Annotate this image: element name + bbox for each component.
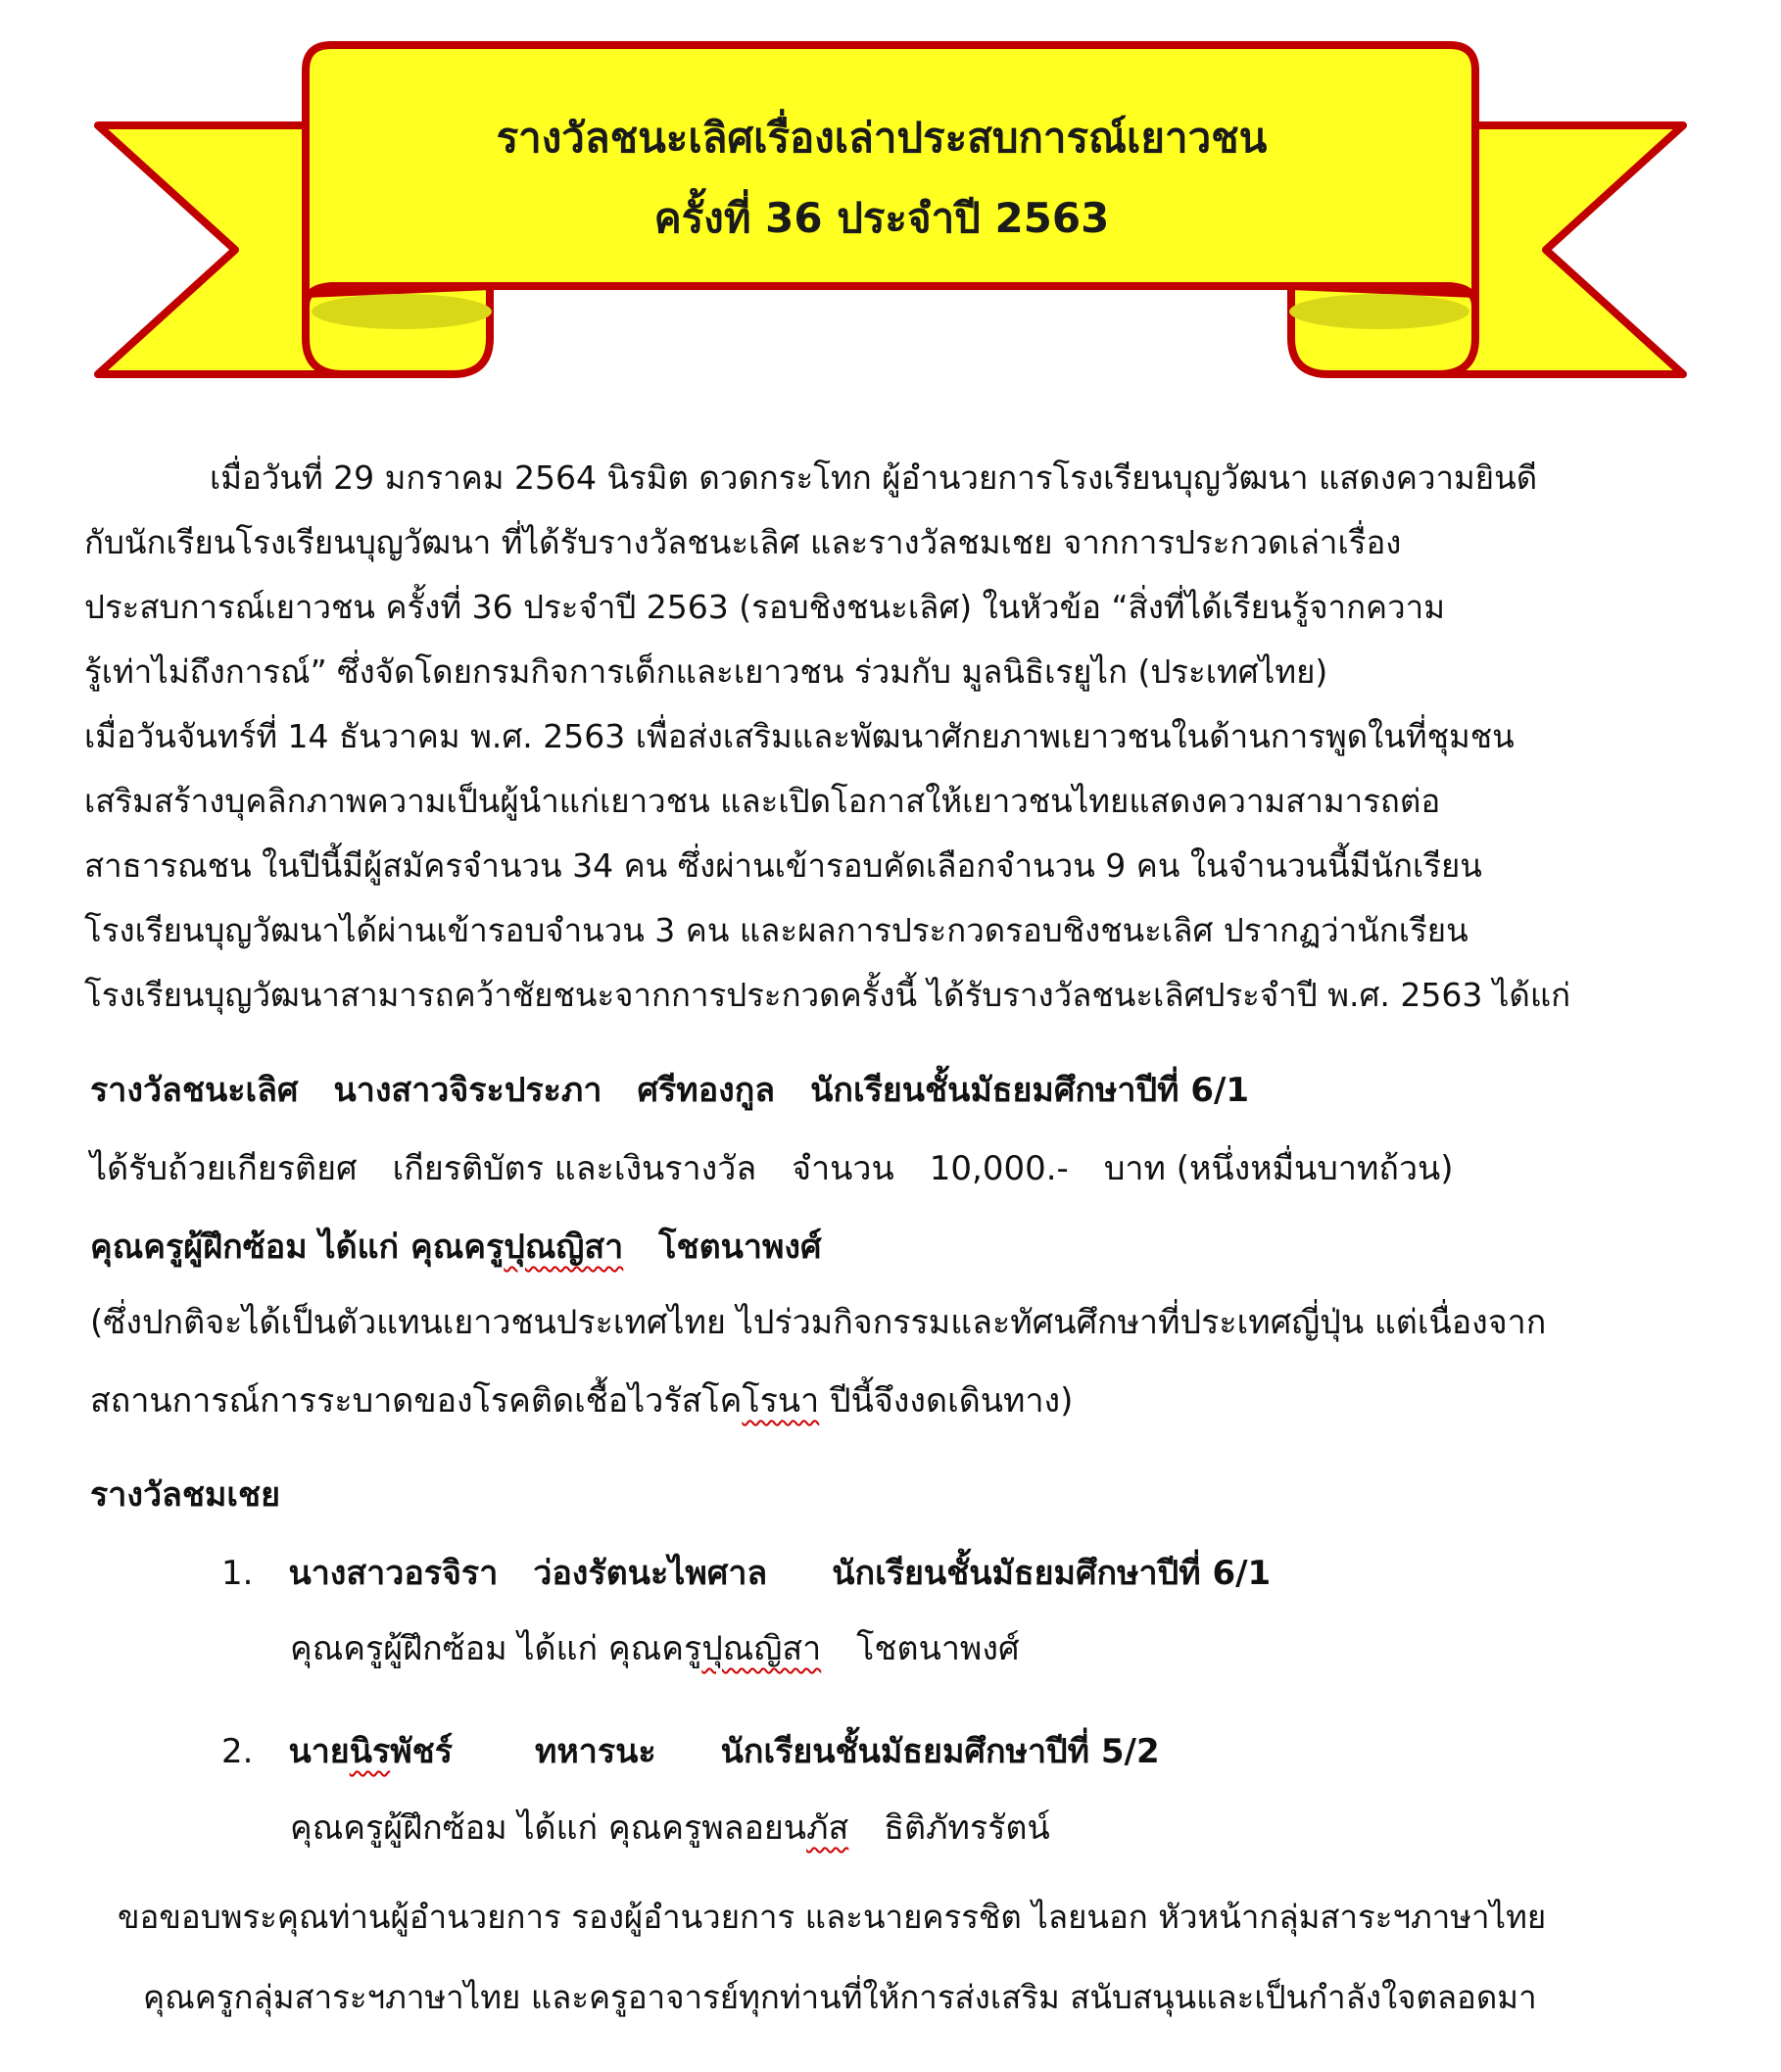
honorable-item-2: [221, 1724, 1160, 1777]
coach-surname: โชตนาพงศ์: [856, 1629, 1020, 1668]
winner-grade: นักเรียนชั้นมัธยมศึกษาปีที่ 6/1: [810, 1071, 1250, 1110]
item-surname: ว่องรัตนะไพศาล: [533, 1554, 768, 1593]
intro-line: เสริมสร้างบุคลิกภาพความเป็นผู้นำแก่เยาวชน และเปิดโอกาสให้เยาวชนไทยแสดงความสามารถต่อ: [84, 782, 1441, 820]
item-name-flagged: นิร: [349, 1732, 391, 1771]
item-grade: นักเรียนชั้นมัธยมศึกษาปีที่ 6/1: [832, 1554, 1272, 1593]
note-text: ปีนี้จึงงดเดินทาง): [819, 1381, 1074, 1421]
coach-name: ปุณญิสา: [701, 1629, 822, 1668]
winner-heading: [90, 1063, 1249, 1116]
item-number: 1.: [221, 1554, 254, 1593]
coach-name: พลอยน: [701, 1808, 807, 1848]
winner-note-line-2: [90, 1373, 1073, 1426]
prize-amount: 10,000.-: [929, 1149, 1069, 1188]
prize-amount-unit: บาท (หนึ่งหมื่นบาทถ้วน): [1103, 1149, 1454, 1188]
coach-surname: ธิติภัทรรัตน์: [884, 1808, 1050, 1848]
item-grade: นักเรียนชั้นมัธยมศึกษาปีที่ 5/2: [720, 1732, 1160, 1771]
item-number: 2.: [221, 1732, 254, 1771]
intro-line: เมื่อวันที่ 29 มกราคม 2564 นิรมิต ดวดกระโทก ผู้อำนวยการโรงเรียนบุญวัฒนา แสดงความยินดี: [210, 458, 1538, 497]
item-surname: ทหารนะ: [534, 1732, 656, 1771]
coach-prefix: คุณครูผู้ฝึกซ้อม ได้แก่ คุณครู: [290, 1808, 702, 1848]
note-text: สถานการณ์การระบาดของโรคติดเชื้อไวรัสโค: [90, 1381, 743, 1421]
note-text-flagged: โรนา: [742, 1381, 820, 1421]
coach-prefix: คุณครูผู้ฝึกซ้อม ได้แก่ คุณครู: [290, 1629, 702, 1668]
coach-name-flagged: ภัส: [806, 1808, 849, 1848]
intro-line: สาธารณชน ในปีนี้มีผู้สมัครจำนวน 34 คน ซึ่งผ่านเข้ารอบคัดเลือกจำนวน 9 คน ในจำนวนนี้มีนักเรียน: [84, 846, 1482, 885]
winner-coach: [90, 1220, 822, 1273]
ribbon-banner: [0, 0, 1781, 411]
thanks-line-2: คุณครูกลุ่มสาระฯภาษาไทย และครูอาจารย์ทุกท่านที่ให้การส่งเสริม สนับสนุนและเป็นกำลังใจตลอดมา: [143, 1978, 1537, 2016]
winner-prize: [90, 1141, 1454, 1194]
coach-surname: โชตนาพงศ์: [658, 1228, 822, 1267]
prize-certificate: เกียรติบัตร และเงินรางวัล: [392, 1149, 757, 1188]
award-label: รางวัลชนะเลิศ: [90, 1071, 299, 1110]
banner-title-line-2: ครั้งที่ 36 ประจำปี 2563: [653, 194, 1110, 242]
intro-line: รู้เท่าไม่ถึงการณ์” ซึ่งจัดโดยกรมกิจการเด็กและเยาวชน ร่วมกับ มูลนิธิเรยูไก (ประเทศไทย): [84, 652, 1328, 691]
coach-prefix: คุณครูผู้ฝึกซ้อม ได้แก่ คุณครู: [90, 1228, 505, 1267]
prize-amount-label: จำนวน: [792, 1149, 894, 1188]
banner-title-line-1: รางวัลชนะเลิศเรื่องเล่าประสบการณ์เยาวชน: [496, 114, 1268, 162]
intro-line: ประสบการณ์เยาวชน ครั้งที่ 36 ประจำปี 2563 (รอบชิงชนะเลิศ) ในหัวข้อ “สิ่งที่ได้เรียนรู้จากความ: [84, 588, 1445, 626]
intro-line: เมื่อวันจันทร์ที่ 14 ธันวาคม พ.ศ. 2563 เพื่อส่งเสริมและพัฒนาศักยภาพเยาวชนในด้านการพูดในที่ชุมชน: [84, 717, 1515, 755]
prize-trophy: ได้รับถ้วยเกียรติยศ: [90, 1149, 358, 1188]
honorable-heading: รางวัลชมเชย: [90, 1475, 280, 1515]
honorable-item-1-coach: [290, 1621, 1020, 1674]
item-name: นาย: [288, 1732, 350, 1771]
ribbon-body: [306, 45, 1475, 306]
coach-name: ปุณญิสา: [504, 1228, 624, 1267]
intro-paragraph: [84, 446, 1691, 1028]
honorable-item-1: [221, 1546, 1271, 1599]
winner-surname: ศรีทองกูล: [637, 1071, 776, 1110]
item-name-end: พัชร์: [390, 1732, 453, 1771]
honorable-item-2-coach: [290, 1801, 1050, 1854]
intro-line: โรงเรียนบุญวัฒนาสามารถคว้าชัยชนะจากการประกวดครั้งนี้ ได้รับรางวัลชนะเลิศประจำปี พ.ศ. 2563 ได้แก่: [84, 976, 1571, 1014]
intro-line: โรงเรียนบุญวัฒนาได้ผ่านเข้ารอบจำนวน 3 คน และผลการประกวดรอบชิงชนะเลิศ ปรากฏว่านักเรียน: [84, 911, 1468, 949]
item-name: นางสาวอรจิรา: [288, 1554, 499, 1593]
winner-name: นางสาวจิระประภา: [333, 1071, 602, 1110]
intro-line: กับนักเรียนโรงเรียนบุญวัฒนา ที่ได้รับรางวัลชนะเลิศ และรางวัลชมเชย จากการประกวดเล่าเรื่อง: [84, 523, 1402, 561]
winner-note-line-1: (ซึ่งปกติจะได้เป็นตัวแทนเยาวชนประเทศไทย ไปร่วมกิจกรรมและทัศนศึกษาที่ประเทศญี่ปุ่น แต่เนื่องจาก: [90, 1303, 1547, 1342]
thanks-line-1: ขอขอบพระคุณท่านผู้อำนวยการ รองผู้อำนวยการ และนายครรชิต ไลยนอก หัวหน้ากลุ่มสาระฯภาษาไทย: [118, 1898, 1547, 1936]
